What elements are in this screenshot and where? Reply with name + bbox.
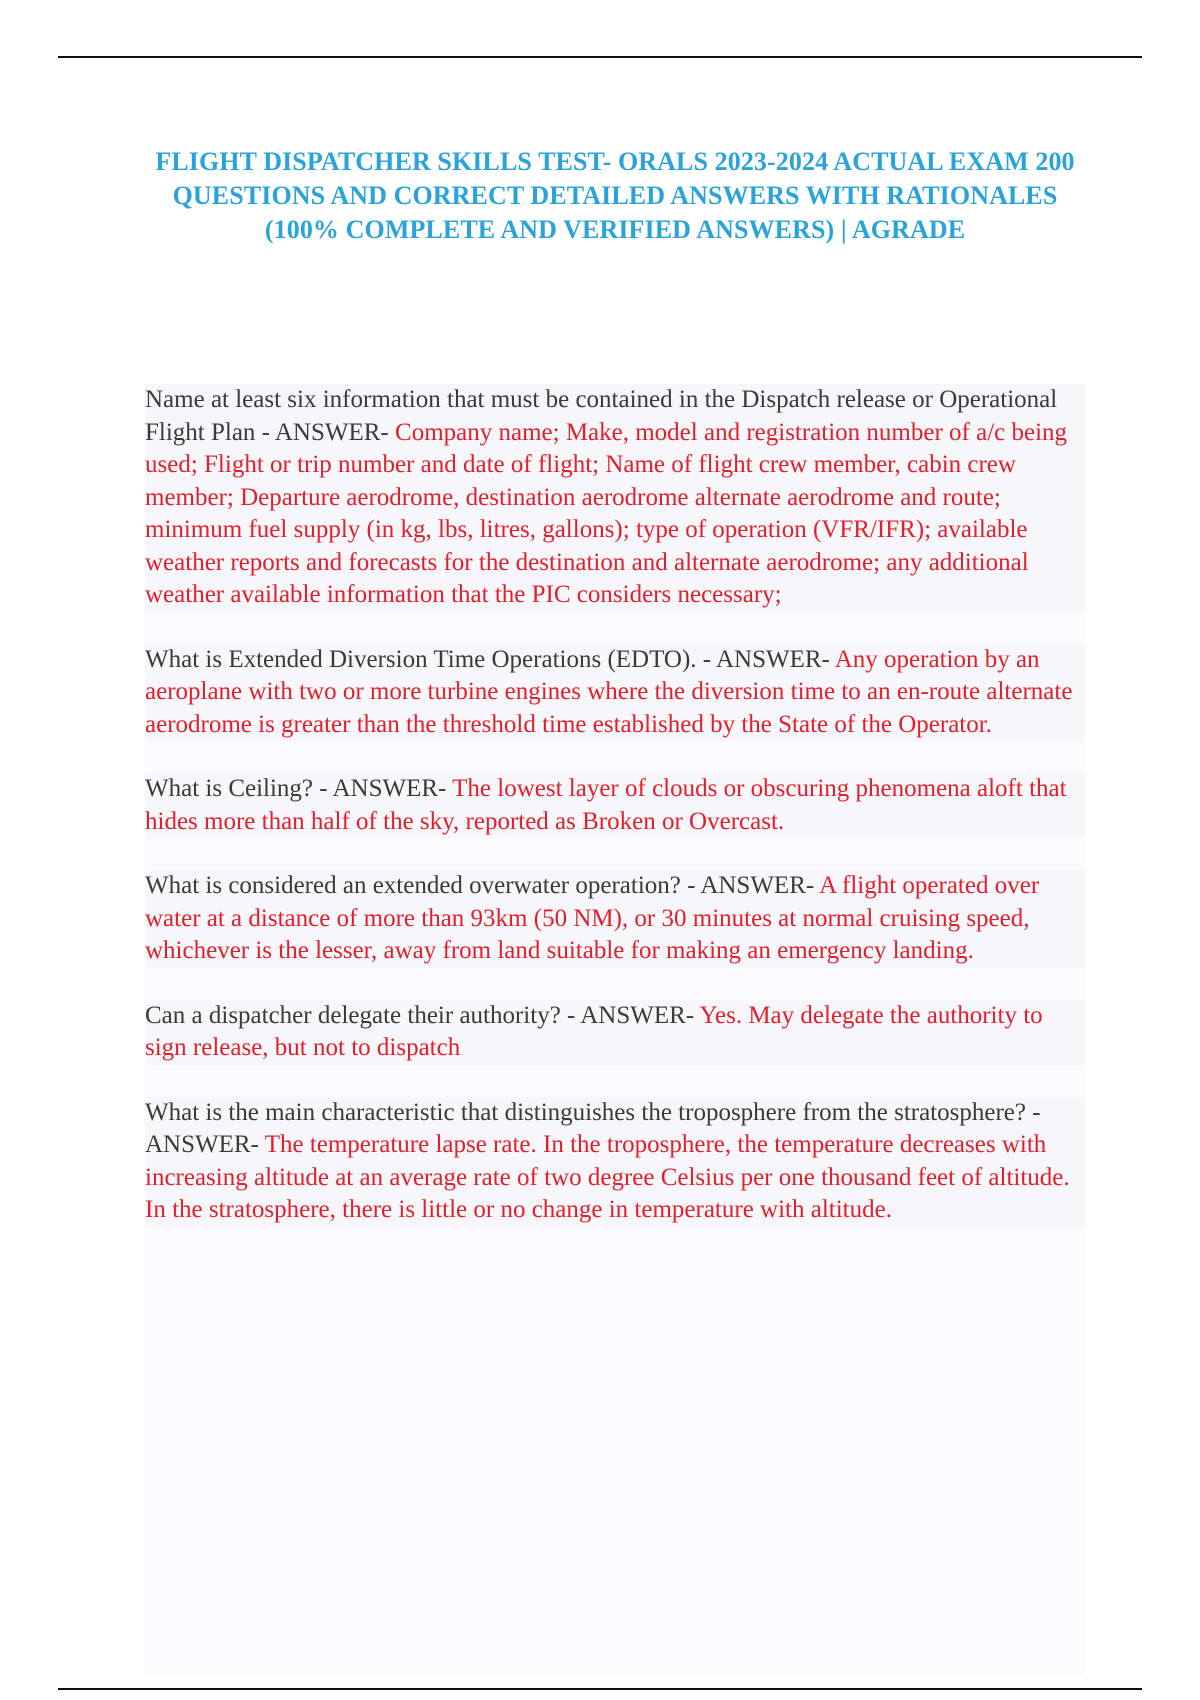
top-rule	[58, 56, 1142, 58]
question-text: What is Extended Diversion Time Operations (EDTO). - ANSWER-	[145, 645, 830, 673]
qa-item	[145, 870, 1085, 968]
qa-item	[145, 1000, 1085, 1065]
qa-item	[145, 773, 1085, 838]
qa-item	[145, 384, 1085, 612]
question-text: What is Ceiling? - ANSWER-	[145, 775, 447, 802]
qa-item	[145, 1097, 1085, 1227]
question-text: Can a dispatcher delegate their authority? - ANSWER-	[145, 1001, 695, 1029]
answer-text: Company name; Make, model and registration number of a/c being used; Flight or trip number and date of flight; Name of flight crew member, cabin crew member; Departure aerodrome, destination aerodrome alternate aerodrome and route; minimum fuel supply (in kg, lbs, litres, gallons); type of operation (VFR/IFR); available weather reports and forecasts for the destination and alternate aerodrome; any additional weather available information that the PIC considers necessary;	[145, 418, 1068, 608]
document-title: FLIGHT DISPATCHER SKILLS TEST- ORALS 2023-2024 ACTUAL EXAM 200 QUESTIONS AND CORRECT DETAILED ANSWERS WITH RATIONALES (100% COMPLETE AND VERIFIED ANSWERS) | AGRADE	[155, 147, 1075, 244]
qa-list	[145, 384, 1085, 1674]
answer-text: The temperature lapse rate. In the troposphere, the temperature decreases with increasing altitude at an average rate of two degree Celsius per one thousand feet of altitude. In the stratosphere, there is little or no change in temperature with altitude.	[145, 1131, 1070, 1223]
answer-text: The lowest layer of clouds or obscuring phenomena aloft that hides more than half of the sky, reported as Broken or Overcast.	[145, 775, 1067, 835]
answer-text: Yes. May delegate the authority to sign release, but not to dispatch	[145, 1001, 1043, 1061]
answer-text: A flight operated over water at a distance of more than 93km (50 NM), or 30 minutes at normal cruising speed, whichever is the lesser, away from land suitable for making an emergency landing.	[145, 872, 1040, 964]
question-text: Name at least six information that must be contained in the Dispatch release or Operational Flight Plan - ANSWER-	[145, 386, 1058, 446]
qa-item	[145, 644, 1085, 742]
question-text: What is the main characteristic that distinguishes the troposphere from the stratosphere? - ANSWER-	[145, 1098, 1041, 1158]
bottom-rule	[58, 1688, 1142, 1690]
answer-text: Any operation by an aeroplane with two or more turbine engines where the diversion time to an en-route alternate aerodrome is greater than the threshold time established by the State of the Operator.	[145, 645, 1073, 738]
question-text: What is considered an extended overwater operation? - ANSWER-	[145, 872, 815, 899]
